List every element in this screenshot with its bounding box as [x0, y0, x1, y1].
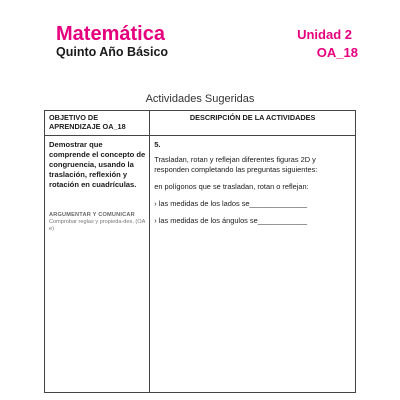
objective-text: Demostrar que comprende el concepto de congruencia, usando la traslación, reflexión y rotación en cuadrículas.: [49, 140, 146, 189]
activities-table: [44, 110, 356, 393]
subject-title: Matemática: [56, 23, 165, 45]
grade-level: Quinto Año Básico: [56, 45, 169, 59]
table-header-row: [45, 111, 356, 136]
activity-context: en polígonos que se trasladan, rotan o reflejan:: [154, 182, 309, 191]
activity-question-angles: › las medidas de los ángulos se____________: [154, 216, 308, 225]
skill-title: ARGUMENTAR Y COMUNICAR: [49, 212, 135, 218]
unit-label: Unidad 2: [297, 27, 352, 42]
activity-number: 5.: [154, 140, 161, 149]
table-row: [45, 136, 356, 393]
objective-cell: [45, 136, 150, 393]
header-description: DESCRIPCIÓN DE LA ACTIVIDADES: [150, 111, 356, 136]
skill-description: Comprobar reglas y propieda-des. (OA e): [49, 219, 146, 232]
section-title: Actividades Sugeridas: [145, 93, 255, 105]
activity-instruction: Trasladan, rotan y reflejan diferentes figuras 2D y responden completando las preguntas siguientes:: [154, 155, 318, 174]
objective-code: OA_18: [316, 45, 358, 60]
activity-cell: [150, 136, 356, 393]
header-objective: OBJETIVO DE APRENDIZAJE OA_18: [45, 111, 150, 136]
page-header: [0, 0, 400, 70]
activity-question-sides: › las medidas de los lados se______________: [154, 199, 308, 208]
